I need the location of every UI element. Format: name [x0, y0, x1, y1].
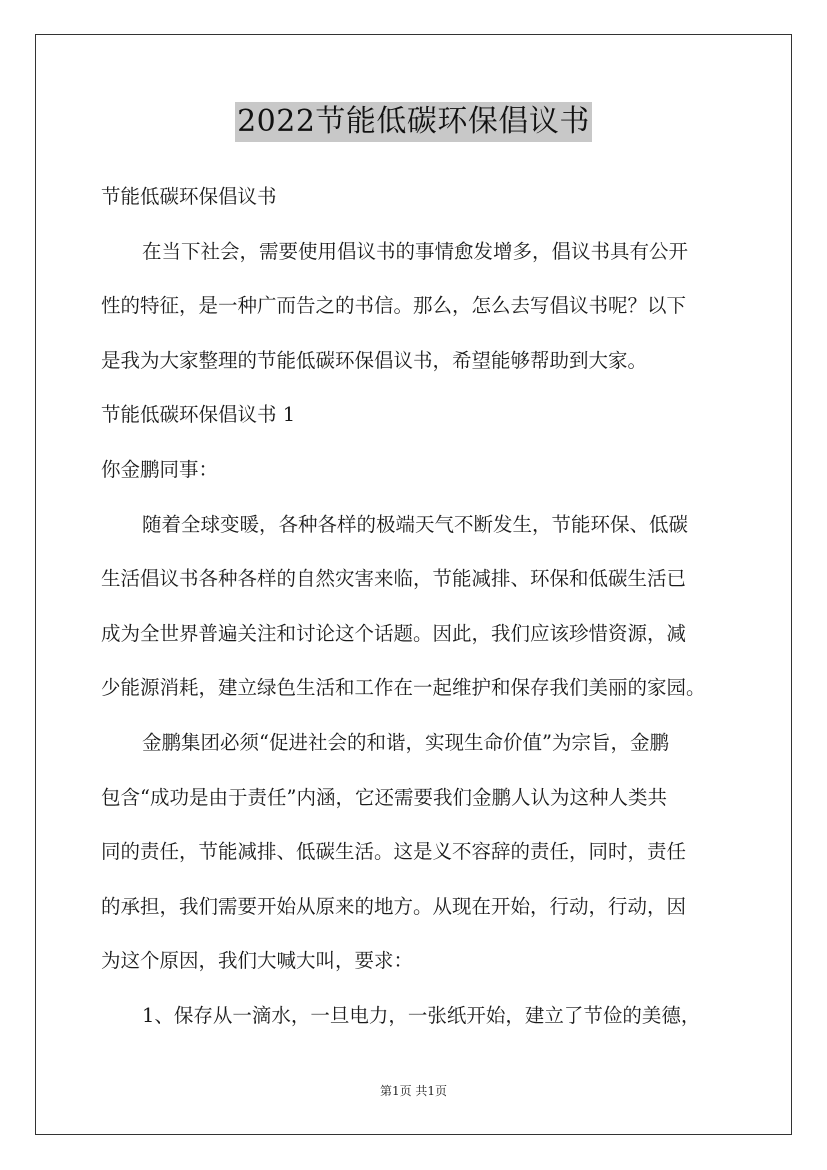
- paragraph-line: 包含“成功是由于责任”内涵，它还需要我们金鹏人认为这种人类共: [101, 785, 667, 809]
- page-footer: [0, 1083, 827, 1099]
- document-title: 2022节能低碳环保倡议书: [235, 102, 592, 142]
- document-subtitle: 节能低碳环保倡议书: [101, 185, 277, 208]
- paragraph-line: 是我为大家整理的节能低碳环保倡议书，希望能够帮助到大家。: [101, 348, 648, 372]
- paragraph-line: 在当下社会，需要使用倡议书的事情愈发增多，倡议书具有公开: [142, 239, 689, 263]
- salutation: 你金鹏同事：: [101, 457, 219, 481]
- paragraph-line: 的承担，我们需要开始从原来的地方。从现在开始，行动，行动，因: [101, 894, 687, 918]
- paragraph-line: 1、保存从一滴水，一旦电力，一张纸开始，建立了节俭的美德，: [142, 1003, 701, 1027]
- paragraph-line: 性的特征，是一种广而告之的书信。那么，怎么去写倡议书呢？以下: [101, 294, 687, 318]
- paragraph-line: 为这个原因，我们大喊大叫，要求：: [101, 949, 414, 973]
- paragraph-line: 随着全球变暖，各种各样的极端天气不断发生，节能环保、低碳: [142, 512, 689, 536]
- paragraph-line: 同的责任，节能减排、低碳生活。这是义不容辞的责任，同时，责任: [101, 840, 687, 864]
- section-heading: 节能低碳环保倡议书 1: [101, 403, 296, 427]
- paragraph-line: 生活倡议书各种各样的自然灾害来临，节能减排、环保和低碳生活已: [101, 567, 687, 591]
- document-body: [101, 170, 741, 1044]
- page-number: 第1页 共1页: [379, 1084, 448, 1098]
- title-container: [0, 102, 827, 142]
- paragraph-line: 少能源消耗，建立绿色生活和工作在一起维护和保存我们美丽的家园。: [101, 676, 706, 700]
- paragraph-line: 成为全世界普遍关注和讨论这个话题。因此，我们应该珍惜资源，减: [101, 621, 687, 645]
- paragraph-line: 金鹏集团必须“促进社会的和谐，实现生命价值”为宗旨，金鹏: [142, 730, 669, 754]
